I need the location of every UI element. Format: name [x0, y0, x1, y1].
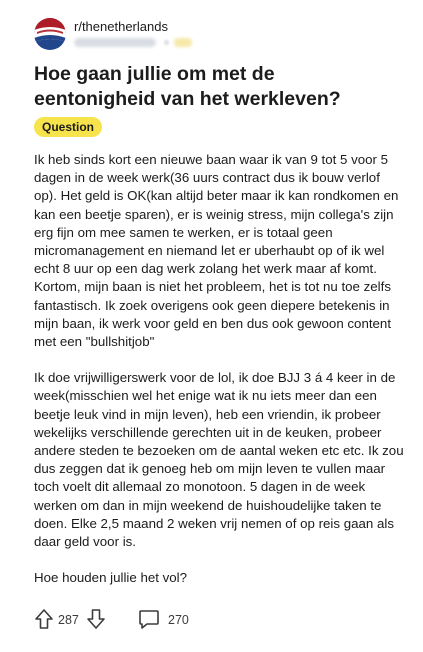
netherlands-flag-avatar-icon	[34, 18, 66, 50]
post-header	[34, 18, 394, 52]
subreddit-name[interactable]: r/thenetherlands	[74, 19, 168, 34]
post-paragraph: Ik heb sinds kort een nieuwe baan waar ik van 9 tot 5 voor 5 dagen in de week werk(36 uurs contract dus ik bouw verlof op). Het geld is OK(kan altijd beter maar ik kan rondkomen en kan een beetje sparen), er is weinig stress, mijn collega's zijn erg fijn om mee samen te werken, er is totaal geen micromanagement en niemand let er uberhaubt op of ik wel echt 8 uur op een dag werk zolang het werk maar af komt. Kortom, mijn baan is niet het probleem, het is tot nu toe zelfs fantastisch. Ik zoek overigens ook geen diepere betekenis in mijn baan, ik werk voor geld en ben dus ook gewoon content met een "bullshitjob"	[34, 152, 399, 350]
arrow-down-icon	[86, 608, 106, 630]
post-body	[34, 151, 404, 605]
upvote-button[interactable]	[34, 608, 54, 632]
redacted-username	[74, 38, 156, 47]
post-title[interactable]: Hoe gaan jullie om met de eentonigheid van het werkleven?	[34, 63, 341, 110]
post-actions	[34, 608, 394, 632]
downvote-button[interactable]	[86, 608, 106, 632]
arrow-up-icon	[34, 608, 54, 630]
meta-separator	[164, 40, 169, 45]
comments-button[interactable]	[138, 608, 160, 632]
speech-bubble-icon	[138, 608, 160, 630]
redacted-timestamp	[174, 38, 192, 47]
vote-count: 287	[58, 613, 79, 627]
post-paragraph: Hoe houden jullie het vol?	[34, 570, 188, 586]
post-flair[interactable]: Question	[34, 117, 102, 137]
post-paragraph: Ik doe vrijwilligerswerk voor de lol, ik doe BJJ 3 á 4 keer in de week(misschien wel het enige wat ik nu iets meer dan een beetje leuk vind in mijn leven), heb een vriendin, ik probeer wekelijks verschillende gerechten uit in de keuken, probeer andere steden te bezoeken om de aantal weken etc etc. Ik zou dus zeggen dat ik genoeg heb om mijn leven te vullen maar toch voelt dit allemaal zo monotoon. 5 dagen in de week werken om dan in mijn weekend de huishoudelijke taken te doen. Elke 2,5 maand 2 weken vrij nemen of op reis gaan als daar geld voor is.	[34, 370, 404, 550]
comment-count: 270	[168, 613, 189, 627]
post-meta-redacted	[74, 36, 234, 49]
subreddit-avatar-icon[interactable]	[34, 18, 66, 50]
